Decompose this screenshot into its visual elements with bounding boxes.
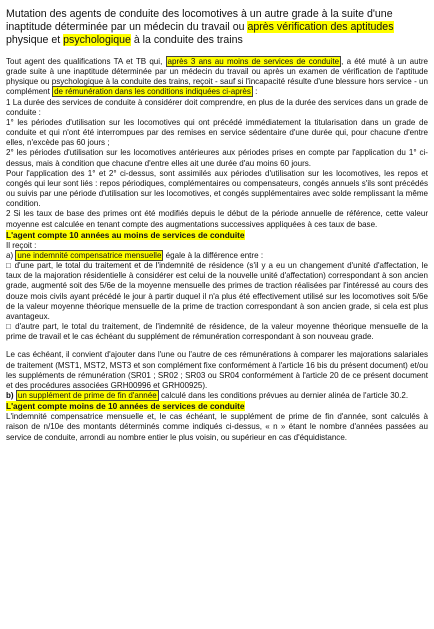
title-highlight-psychologique: psychologique [63,34,131,46]
intro-paragraph [6,57,428,98]
item-a-rest: égale à la différence entre : [163,250,264,260]
section2-heading-text: L'agent compte moins de 10 années de services de conduite [6,401,245,412]
intro-text-b: , a été muté à un autre grade suite à une inaptitude déterminée par un médecin du travail ou après un examen de vérification de l'aptitude physique ou psychologique à la conduite des trains, reçoit - sauf si l'incapacité résulte d'une blessure hors service - un complément [6,57,428,97]
bullet-2-text: d'autre part, le total du traitement, de l'indemnité de résidence, de la valeur moyenne théorique mensuelle de la prime de travail et le cas échéant du supplément de rémunération correspondant à son nouveau grade. [6,322,428,342]
title-text-2: physique et [6,34,64,46]
item-duree: 1 La durée des services de conduite à considérer doit comprendre, en plus de la durée des services dans un grade de conduite : [6,97,428,117]
item-a-prefix: a) [6,250,16,260]
section1-recoit: Il reçoit : [6,240,37,250]
intro-text-c: : [252,87,258,97]
item-b-highlight: un supplément de prime de fin d'année [17,391,157,400]
majorations-paragraph: Le cas échéant, il convient d'ajouter dans l'une ou l'autre de ces rémunérations à comparer les majorations salariales de traitement (MST1, MST2, MST3 et son complément fixe conformément à l'article 16 bis du présent document) et/ou les suppléments de rémunération (SR01 ; SR02 ; SR03 ou SR04 conformément à l'article 20 de ce présent document et des procédures associées GRH00996 et GRH00925). [6,350,428,390]
intro-text-a: Tout agent des qualifications TA et TB qui, [6,57,166,66]
item-assimiles: Pour l'application des 1° et 2° ci-dessus, sont assimilés aux périodes d'utilisation sur les locomotives, les repos et congés qui leur sont liés : repos périodiques, complémentaires ou compensateurs, congés annuels s'ils sont précédés ou suivis par une période d'utilisation sur les locomotives, et congés supplémentaires avec solde remplissant la même condition. [6,168,428,209]
section2-text: L'indemnité compensatrice mensuelle et, le cas échéant, le supplément de prime de fin d'année, sont calculés à raison de n/10e des montants déterminés comme indiqués ci-dessus, « n » étant le nombre d'années passées au service de conduite, arrondi au nombre entier le plus voisin, ou supérieur en cas d'équidistance. [6,412,428,442]
section1-bullet-1 [6,261,428,322]
title-text-1: Mutation des agents de conduite des locomotives à un autre grade à la suite d'une inaptitude déterminée par un médecin du travail ou [6,8,393,33]
bullet-1-icon: □ [6,261,15,271]
section1-heading-text: L'agent compte 10 années au moins de services de conduite [6,229,245,240]
bullet-1-text: d'une part, le total du traitement et de l'indemnité de résidence (s'il y a eu un changement d'unité d'affectation, le taux de la majoration résidentielle à considérer est celui de la nouvelle unité d'affectation) correspondant à son ancien grade, augmenté soit des 5/6e de la moyenne mensuelle des primes de traction réalisées par l'intéressé au cours des douze mois civils ayant précédé le jour à partir duquel il n'a plus été effectivement utilisé sur les locomotives soit 5/6e de la valeur moyenne théorique mensuelle de la prime de traction correspondant à son ancien grade, si cela est plus avantageux. [6,261,428,321]
document-body [6,57,428,443]
item-periodes-2: 2° les périodes d'utilisation sur les locomotives antérieures aux périodes prises en compte par l'application du 1° ci-dessus, mais à condition que chacune d'entre elles ait une durée d'au moins 60 jours. [6,148,428,168]
item-b-rest: calculé dans les conditions prévues au dernier alinéa de l'article 30.2. [158,391,409,400]
item-a-highlight: une indemnité compensatrice mensuelle [17,250,162,260]
item-taux-base: 2 Si les taux de base des primes ont été modifiés depuis le début de la période annuelle de référence, cette valeur moyenne est calculée en tenant compte des augmentations successives appliquées à ces taux de base. [6,209,428,229]
intro-highlight-3-ans: après 3 ans au moins de services de conduite [167,57,340,66]
section1-bullet-2 [6,322,428,342]
section1-item-b [6,391,428,401]
section2-heading [6,401,428,412]
item-periodes-1: 1° les périodes d'utilisation sur les locomotives qui ont précédé immédiatement la titularisation dans un grade de conduite et qui n'ont été interrompues par des remises en service sédentaire d'une durée qui, pour chacune d'entre elles, n'excède pas 60 jours ; [6,117,428,148]
title-highlight-aptitudes: après vérification des aptitudes [247,21,394,33]
item-b-prefix: b) [6,391,16,400]
section1-heading [6,230,428,241]
intro-highlight-remuneration: de rémunération dans les conditions indiquées ci-après [54,87,251,97]
title-text-3: à la conduite des trains [130,34,243,46]
section1-item-a [6,251,428,261]
document-title [6,8,428,47]
spacer [6,342,428,350]
bullet-2-icon: □ [6,322,16,332]
